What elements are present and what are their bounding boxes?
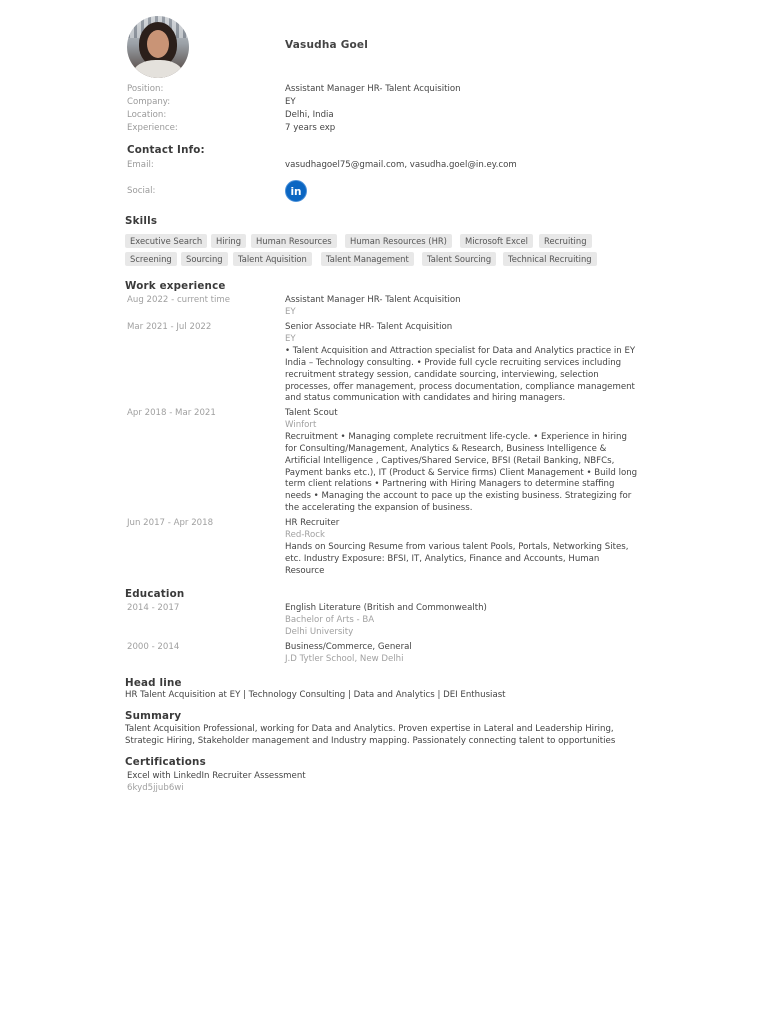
skill-chip: Technical Recruiting — [503, 252, 597, 266]
skill-chip: Hiring — [211, 234, 246, 248]
skills-heading: Skills — [125, 215, 158, 227]
contact-heading: Contact Info: — [127, 144, 205, 156]
linkedin-icon[interactable]: in — [285, 180, 307, 202]
work-date: Jun 2017 - Apr 2018 — [127, 518, 214, 528]
skill-chip: Human Resources (HR) — [345, 234, 452, 248]
skill-chip: Microsoft Excel — [460, 234, 533, 248]
company-label: Company: — [127, 97, 171, 107]
work-date: Mar 2021 - Jul 2022 — [127, 322, 212, 332]
work-company: Red-Rock — [285, 529, 325, 540]
avatar — [127, 16, 189, 78]
email-value[interactable]: vasudhagoel75@gmail.com, vasudha.goel@in.ey.com — [285, 160, 517, 170]
education-degree: Bachelor of Arts - BA — [285, 614, 375, 625]
education-field: Business/Commerce, General — [285, 642, 412, 652]
work-date: Aug 2022 - current time — [127, 295, 231, 305]
social-label: Social: — [127, 186, 156, 196]
work-title: Talent Scout — [285, 408, 338, 418]
certification-item — [127, 771, 647, 795]
email-label: Email: — [127, 160, 154, 170]
education-field: English Literature (British and Commonwealth) — [285, 603, 487, 613]
location-label: Location: — [127, 110, 167, 120]
work-company: EY — [285, 333, 296, 344]
work-title: Assistant Manager HR- Talent Acquisition — [285, 295, 461, 305]
work-description: • Talent Acquisition and Attraction specialist for Data and Analytics practice in EY India – Technology consulting. • Provide full cycle recruiting services including recruitment strategy session, candidate sourcing, interviewing, selection processes, offer management, process documentation, compliance management and status communication with candidates and hiring managers. — [285, 345, 636, 404]
work-description: Hands on Sourcing Resume from various talent Pools, Portals, Networking Sites, etc. Industry Exposure: BFSI, IT, Analytics, Finance and Accounts, Human Resource — [285, 541, 629, 576]
education-heading: Education — [125, 588, 185, 600]
experience-label: Experience: — [127, 123, 178, 133]
skill-chip: Recruiting — [539, 234, 592, 248]
certifications-heading: Certifications — [125, 756, 206, 768]
avatar-face — [147, 30, 169, 58]
summary-heading: Summary — [125, 710, 182, 722]
skill-chip: Talent Sourcing — [422, 252, 496, 266]
skill-chip: Screening — [125, 252, 177, 266]
work-heading: Work experience — [125, 280, 226, 292]
education-date: 2000 - 2014 — [127, 642, 180, 652]
skill-chip: Talent Management — [321, 252, 414, 266]
company-value: EY — [285, 97, 296, 107]
skill-chip: Executive Search — [125, 234, 207, 248]
location-value: Delhi, India — [285, 110, 334, 120]
position-label: Position: — [127, 84, 164, 94]
headline-text: HR Talent Acquisition at EY | Technology Consulting | Data and Analytics | DEI Enthusiast — [125, 690, 506, 700]
skill-chip: Sourcing — [181, 252, 228, 266]
work-description: Recruitment • Managing complete recruitment life-cycle. • Experience in hiring for Consulting/Management, Analytics & Research, Business Intelligence & Artificial Intelligence , Captives/Shared Service, BFSI (Retail Banking, NBFCs, Payment banks etc.), IT (Product & Service firms) Client Management • Build long term client relations • Partnering with Hiring Managers to determine staffing needs • Managing the account to pace up the existing business. Strategizing for the accelerating the expansion of business. — [285, 431, 638, 514]
skill-chip: Talent Aquisition — [233, 252, 312, 266]
certification-id: 6kyd5jjub6wi — [127, 782, 184, 793]
avatar-shirt — [133, 60, 183, 78]
summary-text: Talent Acquisition Professional, working for Data and Analytics. Proven expertise in Lateral and Leadership Hiring, Strategic Hiring, Stakeholder management and Industry mapping. Passionately connecting talent to opportunities — [125, 724, 616, 746]
work-date: Apr 2018 - Mar 2021 — [127, 408, 216, 418]
education-school: Delhi University — [285, 626, 354, 637]
certification-name: Excel with LinkedIn Recruiter Assessment — [127, 771, 306, 781]
headline-heading: Head line — [125, 677, 182, 689]
education-school: J.D Tytler School, New Delhi — [285, 653, 404, 664]
work-company: EY — [285, 306, 296, 317]
skill-chip: Human Resources — [251, 234, 337, 248]
work-company: Winfort — [285, 419, 317, 430]
work-title: HR Recruiter — [285, 518, 340, 528]
work-title: Senior Associate HR- Talent Acquisition — [285, 322, 453, 332]
education-date: 2014 - 2017 — [127, 603, 180, 613]
experience-value: 7 years exp — [285, 123, 336, 133]
position-value: Assistant Manager HR- Talent Acquisition — [285, 84, 461, 94]
profile-name: Vasudha Goel — [285, 39, 369, 51]
